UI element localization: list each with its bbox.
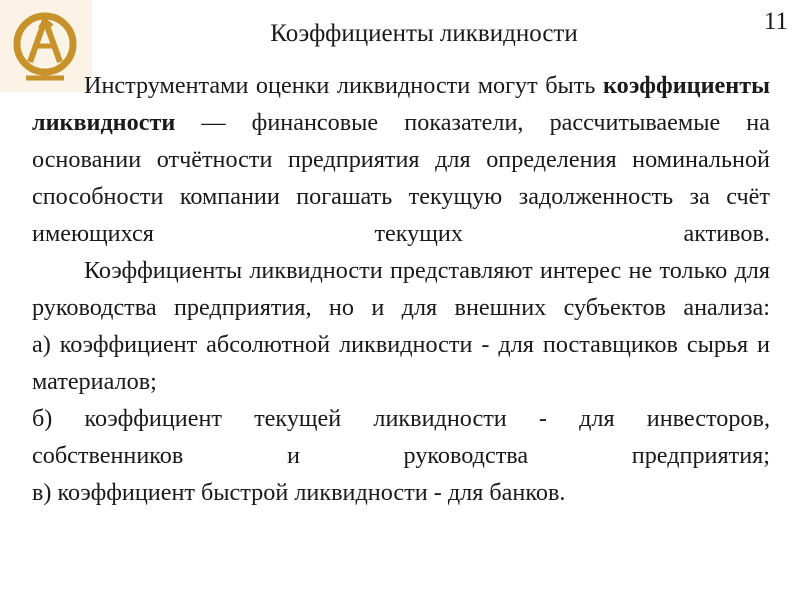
list-item-quick: в) коэффициент быстрой ликвидности - для банков. [32, 479, 566, 506]
paragraph-definition-rest: — финансовые показатели, рассчитываемые на основании отчётности предприятия для определения номинальной способности компании погашать текущую задолженность за счёт имеющихся текущих активов. [32, 109, 770, 247]
paragraph-interest: Коэффициенты ликвидности представляют интерес не только для руководства предприятия, но и для внешних субъектов анализа: [32, 257, 770, 321]
slide-body [32, 67, 770, 511]
list-item-current: б) коэффициент текущей ликвидности - для инвесторов, собственников и руководства предприятия; [32, 405, 770, 469]
page-number: 11 [763, 8, 788, 35]
paragraph-definition-lead: Инструментами оценки ликвидности могут быть [84, 72, 603, 99]
paragraph-definition [32, 67, 770, 252]
slide-title: Коэффициенты ликвидности [270, 20, 578, 47]
list-item-absolute: а) коэффициент абсолютной ликвидности - для поставщиков сырья и материалов; [32, 331, 770, 395]
term-liquidity-ratios: коэффициенты ликвидности [32, 72, 770, 136]
